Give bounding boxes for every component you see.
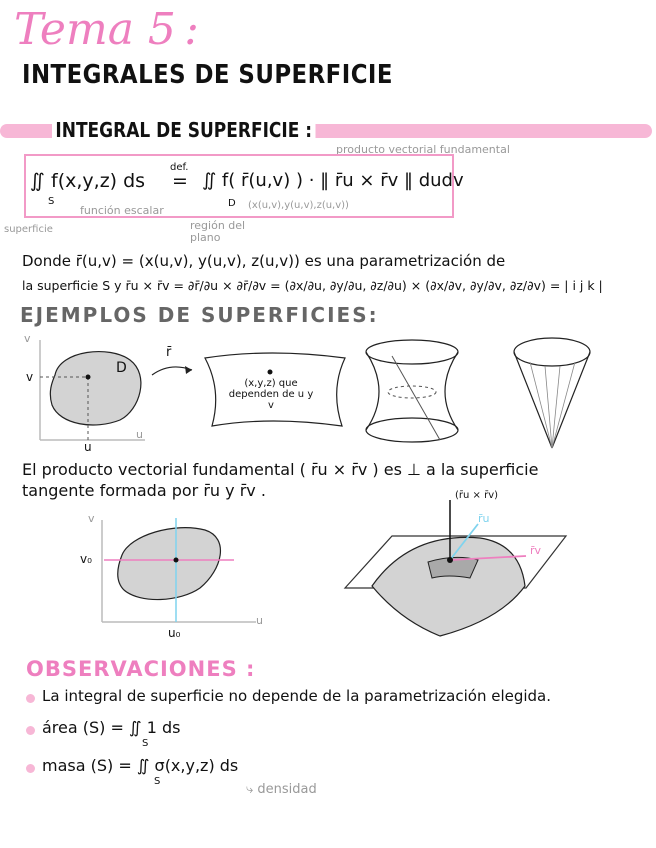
map-r-label: r̄ xyxy=(166,345,172,360)
f2-u0: u₀ xyxy=(168,626,181,640)
ex-axis-v: v xyxy=(24,332,31,345)
page-title: Tema 5 : xyxy=(14,4,199,55)
ex-u-mark: u xyxy=(84,440,92,454)
note-region: región del plano xyxy=(190,219,246,244)
section-title-integral: INTEGRAL DE SUPERFICIE : xyxy=(52,118,315,142)
param-line-2: la superficie S y r̄u × r̄v = ∂r̄/∂u × ∂r̄/∂v = (∂x/∂u, ∂y/∂u, ∂z/∂u) × (∂x/∂v, ∂y/∂v, ∂z/∂v) = | i j k | xyxy=(22,278,603,293)
note-superficie: superficie xyxy=(4,224,53,235)
point-label: (x,y,z) que dependen de u y v xyxy=(228,378,314,411)
normal-label: (r̄u × r̄v) xyxy=(455,490,499,501)
formula-rhs-sub: D xyxy=(228,198,236,209)
obs-item-2: área (S) = ∬ 1 ds xyxy=(42,718,181,737)
f2-v0: v₀ xyxy=(80,552,92,566)
note-producto: producto vectorial fundamental xyxy=(336,143,510,156)
note-densidad: ⤷ densidad xyxy=(246,782,317,797)
obs-item-1: La integral de superficie no depende de la parametrización elegida. xyxy=(42,687,552,705)
bullet-icon xyxy=(26,694,35,703)
ru-label: r̄u xyxy=(478,512,490,525)
obs-item-3-sub: S xyxy=(154,776,161,787)
note-funcion: función escalar xyxy=(80,204,164,217)
formula-def: def. xyxy=(170,162,189,173)
pink-band-right xyxy=(300,124,652,138)
param-line-1: Donde r̄(u,v) = (x(u,v), y(u,v), z(u,v)) es una parametrización de xyxy=(22,252,506,270)
formula-eq: = xyxy=(172,170,188,192)
region-d-label: D xyxy=(116,360,127,376)
formula-rhs: ∬ f( r̄(u,v) ) · ‖ r̄u × r̄v ‖ dudv xyxy=(202,170,464,191)
ex-axis-u: u xyxy=(136,428,143,441)
statement-line-2: tangente formada por r̄u y r̄v . xyxy=(22,481,266,500)
formula-lhs: ∬ f(x,y,z) ds xyxy=(30,170,146,192)
tangent-figure xyxy=(0,500,656,650)
observaciones-title: OBSERVACIONES : xyxy=(26,657,256,681)
formula-lhs-sub: S xyxy=(48,196,55,207)
obs-item-2-sub: S xyxy=(142,738,149,749)
page-subtitle: INTEGRALES DE SUPERFICIE xyxy=(22,60,393,90)
note-coords: (x(u,v),y(u,v),z(u,v)) xyxy=(248,200,349,211)
obs-item-3: masa (S) = ∬ σ(x,y,z) ds xyxy=(42,756,239,775)
statement-line-1: El producto vectorial fundamental ( r̄u × r̄v ) es ⊥ a la superficie xyxy=(22,460,539,479)
f2-axis-v: v xyxy=(88,512,95,525)
rv-label: r̄v xyxy=(530,544,542,557)
examples-figure xyxy=(0,330,656,460)
examples-title: EJEMPLOS DE SUPERFICIES: xyxy=(20,303,379,327)
bullet-icon xyxy=(26,726,35,735)
bullet-icon xyxy=(26,764,35,773)
f2-axis-u: u xyxy=(256,614,263,627)
ex-v-mark: v xyxy=(26,370,34,384)
